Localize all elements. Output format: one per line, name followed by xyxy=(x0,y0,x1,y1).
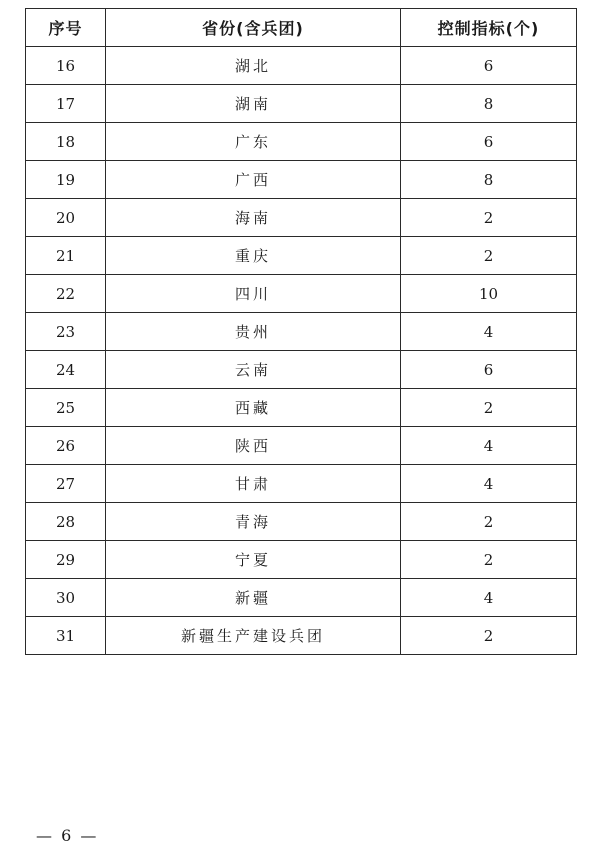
table-row xyxy=(26,275,577,313)
table-row xyxy=(26,199,577,237)
cell-province: 湖北 xyxy=(106,47,401,85)
cell-seq: 30 xyxy=(26,579,106,617)
cell-province: 宁夏 xyxy=(106,541,401,579)
table-row xyxy=(26,579,577,617)
cell-quota: 2 xyxy=(401,237,577,275)
table-header xyxy=(26,9,577,47)
cell-province: 重庆 xyxy=(106,237,401,275)
page-number: — 6 — xyxy=(36,826,99,845)
cell-seq: 23 xyxy=(26,313,106,351)
header-row xyxy=(26,9,577,47)
cell-seq: 20 xyxy=(26,199,106,237)
table-row xyxy=(26,85,577,123)
cell-seq: 26 xyxy=(26,427,106,465)
table-row xyxy=(26,351,577,389)
cell-seq: 24 xyxy=(26,351,106,389)
table-row xyxy=(26,617,577,655)
cell-seq: 27 xyxy=(26,465,106,503)
table-row xyxy=(26,389,577,427)
cell-seq: 18 xyxy=(26,123,106,161)
cell-province: 广东 xyxy=(106,123,401,161)
cell-province: 新疆生产建设兵团 xyxy=(106,617,401,655)
cell-quota: 8 xyxy=(401,161,577,199)
header-quota: 控制指标(个) xyxy=(401,9,577,47)
cell-quota: 2 xyxy=(401,389,577,427)
cell-quota: 2 xyxy=(401,503,577,541)
quota-table xyxy=(25,8,577,655)
cell-quota: 4 xyxy=(401,313,577,351)
cell-seq: 21 xyxy=(26,237,106,275)
table-row xyxy=(26,313,577,351)
cell-province: 陕西 xyxy=(106,427,401,465)
cell-quota: 2 xyxy=(401,199,577,237)
cell-seq: 17 xyxy=(26,85,106,123)
cell-quota: 4 xyxy=(401,465,577,503)
table-row xyxy=(26,503,577,541)
cell-province: 新疆 xyxy=(106,579,401,617)
cell-quota: 6 xyxy=(401,47,577,85)
cell-quota: 4 xyxy=(401,427,577,465)
table-row xyxy=(26,123,577,161)
cell-province: 海南 xyxy=(106,199,401,237)
cell-seq: 29 xyxy=(26,541,106,579)
cell-seq: 31 xyxy=(26,617,106,655)
cell-quota: 4 xyxy=(401,579,577,617)
table-row xyxy=(26,161,577,199)
cell-province: 云南 xyxy=(106,351,401,389)
cell-province: 西藏 xyxy=(106,389,401,427)
table-row xyxy=(26,47,577,85)
cell-seq: 25 xyxy=(26,389,106,427)
cell-quota: 2 xyxy=(401,541,577,579)
cell-quota: 6 xyxy=(401,123,577,161)
table-row xyxy=(26,541,577,579)
cell-province: 青海 xyxy=(106,503,401,541)
cell-seq: 16 xyxy=(26,47,106,85)
cell-quota: 8 xyxy=(401,85,577,123)
cell-quota: 2 xyxy=(401,617,577,655)
cell-province: 广西 xyxy=(106,161,401,199)
table-body xyxy=(26,47,577,655)
table-row xyxy=(26,427,577,465)
cell-seq: 28 xyxy=(26,503,106,541)
header-province: 省份(含兵团) xyxy=(106,9,401,47)
cell-quota: 10 xyxy=(401,275,577,313)
cell-seq: 19 xyxy=(26,161,106,199)
table-row xyxy=(26,237,577,275)
cell-seq: 22 xyxy=(26,275,106,313)
cell-province: 贵州 xyxy=(106,313,401,351)
cell-province: 甘肃 xyxy=(106,465,401,503)
cell-province: 湖南 xyxy=(106,85,401,123)
cell-province: 四川 xyxy=(106,275,401,313)
table-row xyxy=(26,465,577,503)
cell-quota: 6 xyxy=(401,351,577,389)
header-seq: 序号 xyxy=(26,9,106,47)
